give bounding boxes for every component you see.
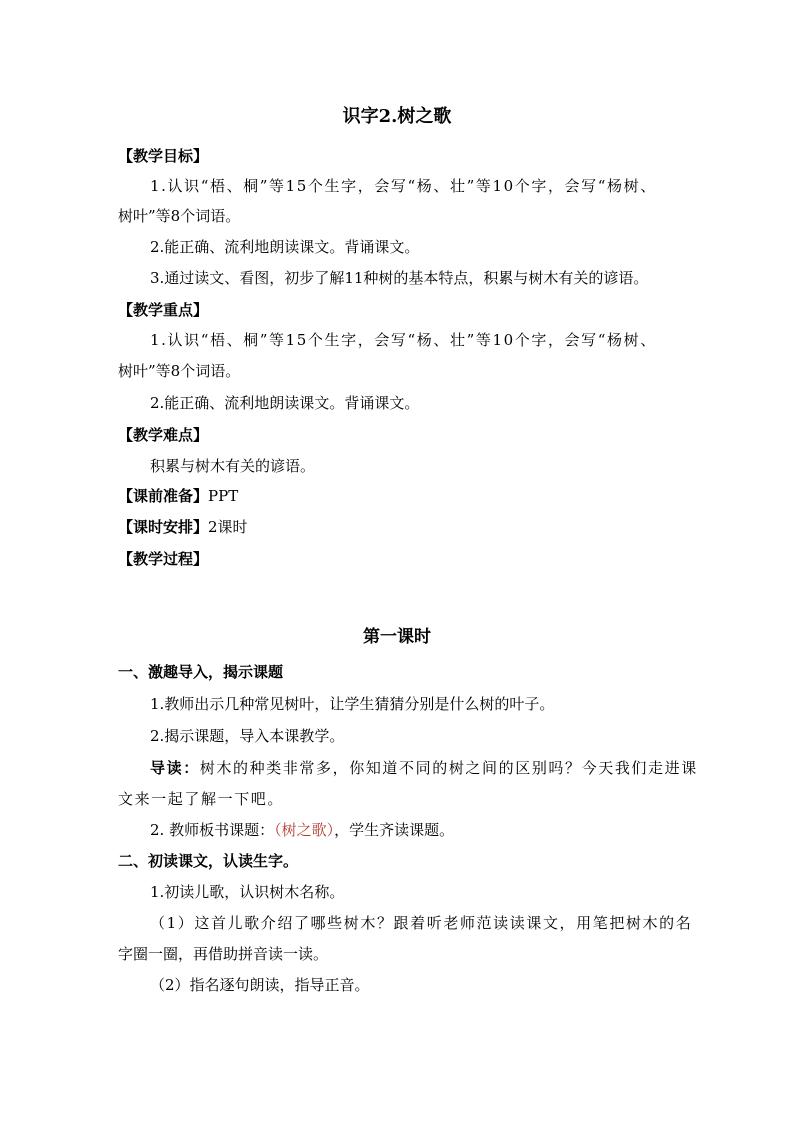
goals-item1-line1: 1.认识“梧、桐”等15个生字，会写“杨、壮”等10个字，会写“杨树、: [150, 177, 657, 195]
part1-item2: 2.揭示课题，导入本课教学。: [150, 727, 345, 745]
difficulty-text: 积累与树木有关的谚语。: [150, 457, 316, 475]
prep-heading: 【课前准备】: [118, 487, 209, 505]
part1-guide-line1: [150, 758, 698, 778]
part1-item3: [150, 820, 454, 840]
goals-heading: 【教学目标】: [118, 147, 209, 165]
schedule-line: [118, 517, 248, 537]
part2-item1: 1.初读儿歌，认识树木名称。: [150, 883, 345, 901]
key-item1-line2: 树叶”等8个词语。: [118, 362, 241, 380]
schedule-heading: 【课时安排】: [118, 518, 209, 536]
part1-item1: 1.教师出示几种常见树叶，让学生猜猜分别是什么树的叶子。: [150, 695, 555, 713]
goals-item1-line2: 树叶”等8个词语。: [118, 207, 241, 225]
part2-sub1-line2: 字圈一圈，再借助拼音读一读。: [118, 945, 329, 963]
part2-sub2: （2）指名逐句朗读，指导正音。: [150, 976, 370, 994]
guide-label: 导读：: [150, 759, 200, 777]
part1-heading: 一、激趣导入，揭示课题: [118, 663, 284, 681]
lesson1-title: 第一课时: [363, 627, 431, 647]
prep-value: PPT: [208, 487, 239, 505]
key-item1-line1: 1.认识“梧、桐”等15个生字，会写“杨、壮”等10个字，会写“杨树、: [150, 331, 657, 349]
part1-guide-line2: 文来一起了解一下吧。: [118, 790, 285, 808]
item3-suffix: ，学生齐读课题。: [334, 821, 455, 839]
schedule-value: 2课时: [208, 518, 248, 536]
item3-title-red: （树之歌）: [274, 821, 335, 839]
item3-prefix: 2. 教师板书课题：: [150, 821, 275, 839]
goals-item2: 2.能正确、流利地朗读课文。背诵课文。: [150, 238, 420, 256]
key-item2: 2.能正确、流利地朗读课文。背诵课文。: [150, 394, 420, 412]
difficulty-heading: 【教学难点】: [118, 426, 209, 444]
document-title: 识字2.树之歌: [342, 106, 452, 127]
key-heading: 【教学重点】: [118, 301, 209, 319]
process-heading: 【教学过程】: [118, 550, 209, 568]
goals-item3: 3.通过读文、看图，初步了解11种树的基本特点，积累与树木有关的谚语。: [150, 269, 649, 287]
part2-sub1-line1: （1）这首儿歌介绍了哪些树木？跟着听老师范读读课文，用笔把树木的名: [150, 914, 693, 932]
prep-line: [118, 486, 238, 506]
part2-heading: 二、初读课文，认读生字。: [118, 852, 299, 870]
guide-text: 树木的种类非常多，你知道不同的树之间的区别吗？今天我们走进课: [199, 759, 698, 777]
